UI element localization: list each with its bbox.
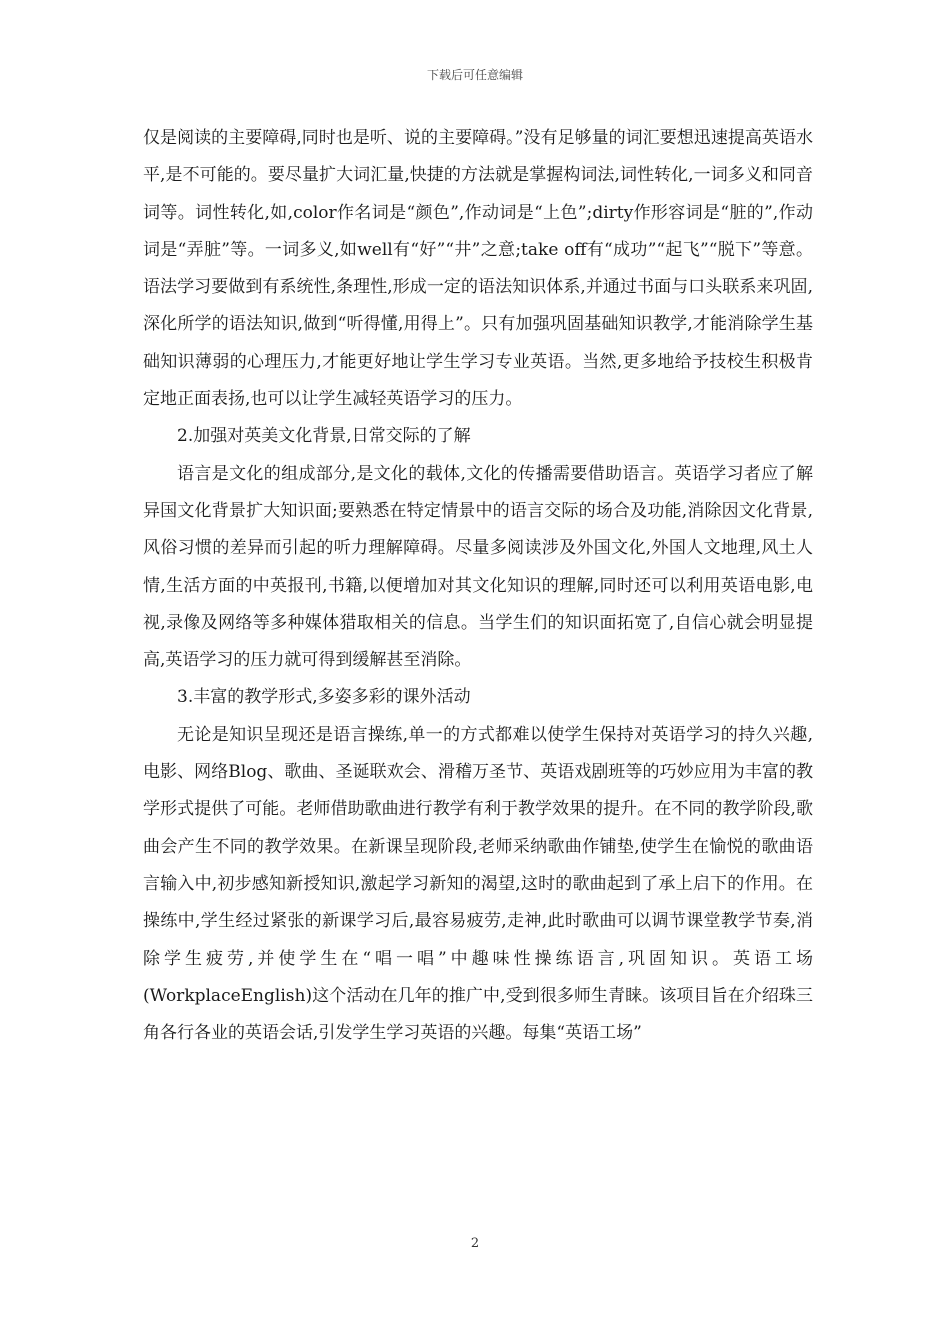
page-header: 下载后可任意编辑 xyxy=(426,68,523,82)
section-heading-culture: 2.加强对英美文化背景,日常交际的了解 xyxy=(177,426,471,447)
section-heading-teaching-forms: 3.丰富的教学形式,多姿多彩的课外活动 xyxy=(177,687,471,708)
page-number: 2 xyxy=(470,1236,480,1251)
body-text xyxy=(143,120,813,1052)
paragraph-culture: 语言是文化的组成部分,是文化的载体,文化的传播需要借助语言。英语学习者应了解异国文化背景扩大知识面;要熟悉在特定情景中的语言交际的场合及功能,消除因文化背景,风俗习惯的差异而引起的听力理解障碍。尽量多阅读涉及外国文化,外国人文地理,风土人情,生活方面的中英报刊,书籍,以便增加对其文化知识的理解,同时还可以利用英语电影,电视,录像及网络等多种媒体猎取相关的信息。当学生们的知识面拓宽了,自信心就会明显提高,英语学习的压力就可得到缓解甚至消除。 xyxy=(143,463,813,671)
paragraph-teaching-forms: 无论是知识呈现还是语言操练,单一的方式都难以使学生保持对英语学习的持久兴趣,电影、网络Blog、歌曲、圣诞联欢会、滑稽万圣节、英语戏剧班等的巧妙应用为丰富的教学形式提供了可能。老师借助歌曲进行教学有利于教学效果的提升。在不同的教学阶段,歌曲会产生不同的教学效果。在新课呈现阶段,老师采纳歌曲作铺垫,使学生在愉悦的歌曲语言输入中,初步感知新授知识,激起学习新知的渴望,这时的歌曲起到了承上启下的作用。在操练中,学生经过紧张的新课学习后,最容易疲劳,走神,此时歌曲可以调节课堂教学节奏,消除学生疲劳,并使学生在“唱一唱”中趣味性操练语言,巩固知识。英语工场(WorkplaceEnglish)这个活动在几年的推广中,受到很多师生青睐。该项目旨在介绍珠三角各行各业的英语会话,引发学生学习英语的兴趣。每集“英语工场” xyxy=(143,724,813,1044)
paragraph-vocabulary-grammar: 仅是阅读的主要障碍,同时也是听、说的主要障碍。”没有足够量的词汇要想迅速提高英语水平,是不可能的。要尽量扩大词汇量,快捷的方法就是掌握构词法,词性转化,一词多义和同音词等。词性转化,如,color作名词是“颜色”,作动词是“上色”;dirty作形容词是“脏的”,作动词是“弄脏”等。一词多义,如well有“好”“井”之意;take off有“成功”“起飞”“脱下”等意。语法学习要做到有系统性,条理性,形成一定的语法知识体系,并通过书面与口头联系来巩固,深化所学的语法知识,做到“听得懂,用得上”。只有加强巩固基础知识教学,才能消除学生基础知识薄弱的心理压力,才能更好地让学生学习专业英语。当然,更多地给予技校生积极肯定地正面表扬,也可以让学生减轻英语学习的压力。 xyxy=(143,128,813,410)
